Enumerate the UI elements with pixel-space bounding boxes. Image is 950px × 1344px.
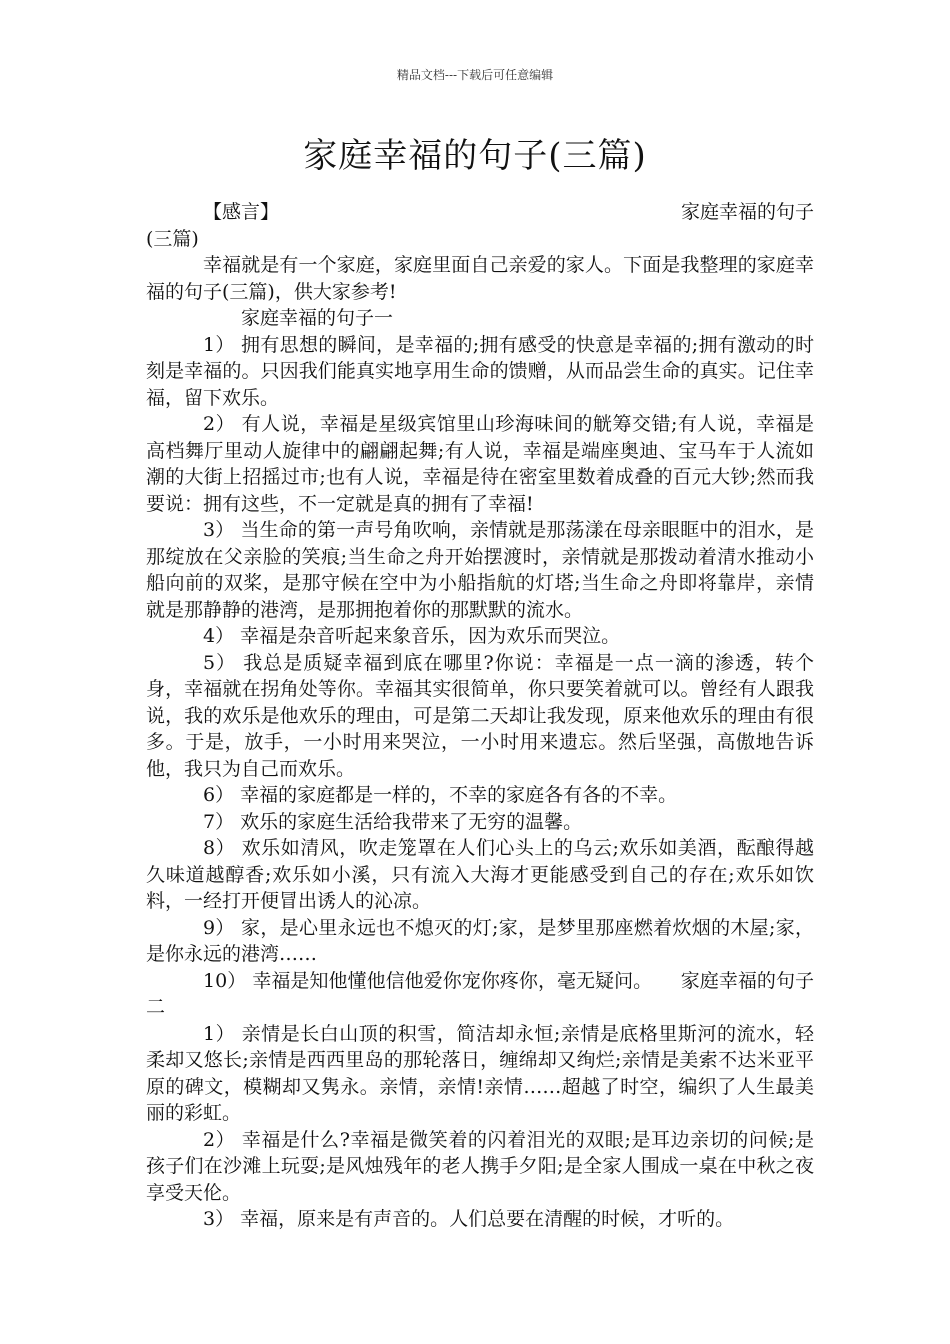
paragraph: 6） 幸福的家庭都是一样的，不幸的家庭各有各的不幸。 (203, 784, 678, 806)
document-body (146, 199, 814, 1233)
paragraph: 2） 有人说，幸福是星级宾馆里山珍海味间的觥筹交错;有人说，幸福是高档舞厅里动人旋律中的翩翩起舞;有人说，幸福是端座奥迪、宝马车于人流如潮的大街上招摇过市;也有人说，幸福是待在密室里数着成叠的百元大钞;然而我要说：拥有这些，不一定就是真的拥有了幸福! (146, 413, 814, 515)
paragraph: 5） 我总是质疑幸福到底在哪里?你说：幸福是一点一滴的渗透，转个身，幸福就在拐角处等你。幸福其实很简单，你只要笑着就可以。曾经有人跟我说，我的欢乐是他欢乐的理由，可是第二天却让我发现，原来他欢乐的理由有很多。于是，放手，一小时用来哭泣，一小时用来遗忘。然后坚强，高傲地告诉他，我只为自己而欢乐。 (146, 651, 814, 780)
paragraph: 4） 幸福是杂音听起来象音乐，因为欢乐而哭泣。 (203, 625, 621, 647)
paragraph: 10） 幸福是知他懂他信他爱你宠你疼你，毫无疑问。 家庭幸福的句子二 (146, 969, 814, 1018)
paragraph-intro: 幸福就是有一个家庭，家庭里面自己亲爱的家人。下面是我整理的家庭幸福的句子(三篇)，供大家参考! (146, 254, 814, 303)
intro-continuation: (三篇) (146, 227, 199, 250)
paragraph: 1） 亲情是长白山顶的积雪，简洁却永恒;亲情是底格里斯河的流水，轻柔却又悠长;亲情是西西里岛的那轮落日，缠绵却又绚烂;亲情是美索不达米亚平原的碑文，模糊却又隽永。亲情，亲情!亲情……超越了时空，编织了人生最美丽的彩虹。 (146, 1022, 814, 1124)
intro-title: 家庭幸福的句子 (680, 201, 814, 223)
section-heading-1: 家庭幸福的句子一 (241, 307, 394, 329)
intro-tag: 【感言】 (203, 201, 280, 223)
paragraph: 2） 幸福是什么?幸福是微笑着的闪着泪光的双眼;是耳边亲切的问候;是孩子们在沙滩上玩耍;是风烛残年的老人携手夕阳;是全家人围成一桌在中秋之夜享受天伦。 (146, 1128, 814, 1204)
paragraph: 7） 欢乐的家庭生活给我带来了无穷的温馨。 (203, 810, 583, 833)
document-title: 家庭幸福的句子(三篇) (303, 136, 647, 176)
intro-line (146, 199, 814, 226)
paragraph: 3） 幸福，原来是有声音的。人们总要在清醒的时候，才听的。 (203, 1208, 735, 1230)
paragraph: 9） 家，是心里永远也不熄灭的灯;家，是梦里那座燃着炊烟的木屋;家，是你永远的港湾…… (146, 916, 814, 965)
page-header: 精品文档---下载后可任意编辑 (396, 68, 554, 82)
paragraph: 1） 拥有思想的瞬间，是幸福的;拥有感受的快意是幸福的;拥有激动的时刻是幸福的。只因我们能真实地享用生命的馈赠，从而品尝生命的真实。记住幸福，留下欢乐。 (146, 333, 814, 409)
paragraph: 8） 欢乐如清风，吹走笼罩在人们心头上的乌云;欢乐如美酒，酝酿得越久味道越醇香;欢乐如小溪，只有流入大海才更能感受到自己的存在;欢乐如饮料，一经打开便冒出诱人的沁凉。 (146, 837, 814, 912)
paragraph: 3） 当生命的第一声号角吹响，亲情就是那荡漾在母亲眼眶中的泪水，是那绽放在父亲脸的笑痕;当生命之舟开始摆渡时，亲情就是那拨动着清水推动小船向前的双桨，是那守候在空中为小船指航的灯塔;当生命之舟即将靠岸，亲情就是那静静的港湾，是那拥抱着你的那默默的流水。 (146, 519, 814, 621)
